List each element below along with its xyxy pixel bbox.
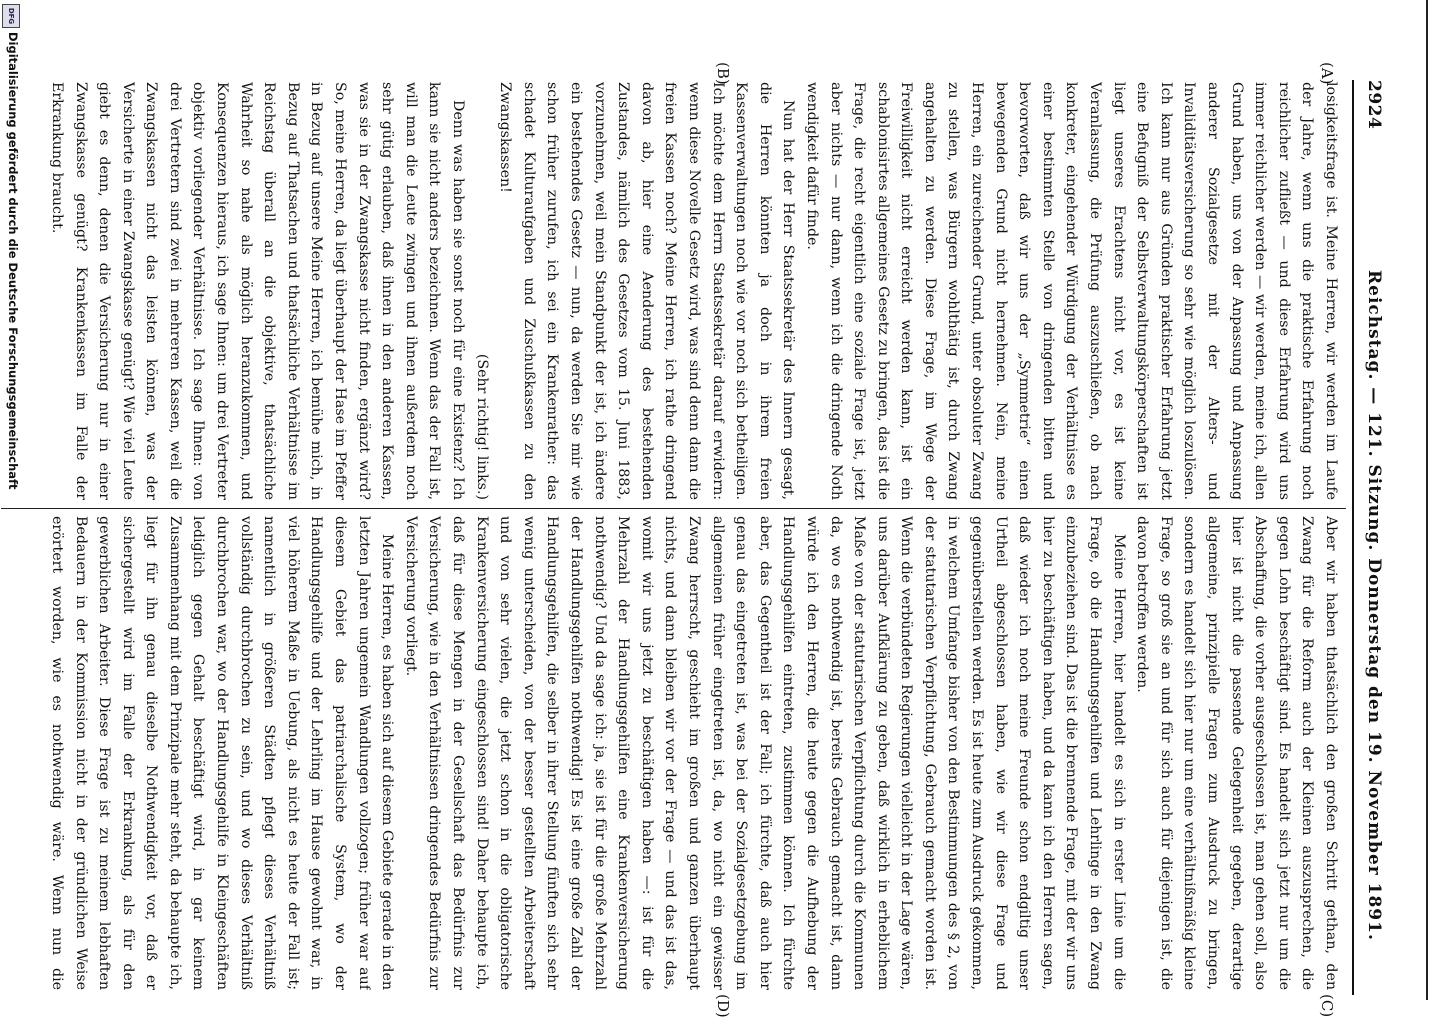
margin-marker-c: (C) xyxy=(1318,994,1336,1018)
paragraph: losigkeitsfrage ist. Meine Herren, wir werden im Laufe der Jahre, wenn uns die praktische Erfahrung noch reichlicher zufließt — und diese Erfahrung wird uns immer reichlicher werden — wir werden, meine ich, allen Grund haben, uns von der Anpassung und Anpassung anderer Sozialgesetze mit der Alters- und Invaliditätsversicherung so sehr wie möglich loszulösen. Ich kann nur aus Gründen praktischer Erfahrung jetzt eine Befugniß der Selbstverwaltungskörperschaften ist liegt unseres Erachtens nicht vor, es ist keine Veranlassung, die Prüfung auszuschließen, ob nach konkreter, eingehender Würdigung der Verhältnisse es einer bestimmten Stelle von dringenden bitten und bevorworten, daß wir uns der „Symmetrie“ einen bewegenden Grund nicht hernehmen. Nein, meine Herren, ein zureichender Grund, unter obsoluter Zwang zu stellen, was Bürgern wohlthätig ist, durch Zwang angehalten zu werden. Diese Frage, im Wege der Freiwilligkeit nicht erreicht werden kann, ist ein schablonisirtes allgemeines Gesetz zu bringen, das ist die Frage, die recht eigentlich eine soziale Frage ist, jetzt aber nichts — nur dann, wenn ich die dringende Noth wendigkeit dafür finde. xyxy=(803,82,1339,500)
running-head: Reichstag. — 121. Sitzung. Donnerstag den 19. November 1891. xyxy=(1364,270,1384,941)
right-column xyxy=(42,516,1342,990)
left-column xyxy=(42,82,1342,500)
page-header xyxy=(1358,80,1388,990)
paragraph: Meine Herren, es haben sich auf diesem Gebiete gerade in den letzten Jahren ungemein Wandlungen vollzogen; früher war auf diesem Gebiet das patriarchalische System, wo der Handlungsgehilfe und der Lehrling im Hause gewohnt war, in viel höherem Maße in Uebung, als nicht es heute der Fall ist; namentlich in größeren Städten pflegt dieses Verhältniß vollständig durchbrochen zu sein, und wo dieses Verhältniß durchbrochen war, wo der Handlungsgehilfe in Kleingeschäften lediglich gegen Gehalt beschäftigt wird, in gar keinem Zusammenhang mit dem Prinzipale mehr steht, da behaupte ich, liegt für ihn genau dieselbe Nothwendigkeit vor, daß er sichergestellt wird im Falle der Erkrankung, als für den gewerblichen Arbeiter. Diese Frage ist zu meinem lebhaften Bedauern in der Kommission nicht in der gründlichen Weise erörtert worden, wie es nothwendig wäre. Wenn nun die xyxy=(48,516,396,990)
margin-marker-b: (B) xyxy=(714,62,732,85)
digitization-footer xyxy=(2,0,22,1000)
digitization-note: Digitalisierung gefördert durch die Deutsche Forschungsgemeinschaft xyxy=(6,32,20,490)
header-rule xyxy=(1352,80,1354,995)
paragraph: Aber wir haben thatsächlich den großen Schritt gethan, den Zwang für die Reform auch der Kleinen auszusprechen, die gegen Lohn beschäftigt sind. Es handelt sich jetzt nur um die Abschaffung, die vorher ausgeschlossen ist, man gehen soll, also hier ist nicht die passende Gelegenheit gegeben, derartige allgemeine, prinzipielle Fragen zum Ausdruck zu bringen, sondern es handelt sich hier nur um eine verhältnißmäßig kleine Frage, so groß sie an und für sich auch für diejenigen ist, die davon betroffen werden. xyxy=(1134,516,1339,990)
top-border-rule xyxy=(1426,0,1428,1000)
paragraph: Denn was haben sie sonst noch für eine Existenz? Ich kann sie nicht anders bezeichnen. Wenn das der Fall ist, will man die Leute zwingen und ihnen außerdem noch sehr gütig erlauben, daß ihnen in den anderen Kassen, was sie in der Zwangskasse nicht finden, ergänzt wird? So, meine Herren, da liegt überhaupt der Hase im Pfeffer in Bezug auf unsere Meine Herren, ich bemühe mich, in Bezug auf Thatsachen und thatsächliche Verhältnisse im Reichstag überall an die objektive, thatsächliche Wahrheit so nahe als möglich heranzukommen, und Konsequenzen hieraus, ich sage Ihnen: um drei Vertreter objektiv vorliegender Verhältnisse. Ich sage Ihnen: von drei Vertretern sind zwei in mehreren Kassen, weil die Zwangskassen nicht das leisten können, was der Versicherte in einer Zwangskasse genügt? Wie viel Leute giebt es denn, denen die Versicherung nur in einer Zwangskasse genügt? Krankenkassen im Falle der Erkrankung braucht. xyxy=(48,82,467,500)
margin-marker-a: (A) xyxy=(1318,62,1336,85)
paragraph: Meine Herren, hier handelt es sich in erster Linie um die Frage, ob die Handlungsgehilfen und Lehrlinge in den Zwang einzubeziehen sind. Das ist die brennende Frage, mit der wir uns hier zu beschäftigen haben, und da kann ich den Herren sagen, daß wieder ich noch meine Freunde schon endgiltig unser Urtheil abgeschlossen haben, wie wir diese Frage und gegenüberstellen werden. Es ist heute zum Ausdruck gekommen, in welchem Umfange bisher von den Bestimmungen des § 2, von der statutarischen Verpflichtung, Gebrauch gemacht worden ist. Wenn die verbündeten Regierungen vielleicht in der Lage wären, uns darüber Aufklärung zu geben, daß wirklich in erheblichem Maße von der statutarischen Verpflichtung durch die Kommunen da, wo es nothwendig ist, bereits Gebrauch gemacht ist, dann würde ich den Herren, die heute gegen die Aufhebung der Handlungsgehilfen eintreten, zustimmen können. Ich fürchte aber, das Gegentheil ist der Fall; ich fürchte, daß auch hier genau das eingetreten ist, was bei der Sozialgesetzgebung im allgemeinen früher eingetreten ist, da, wo nicht ein gewisser Zwang herrscht, geschieht im großen und ganzen überhaupt nichts, und dann bleiben wir vor der Frage — und das ist das, womit wir uns jetzt zu beschäftigen haben —: ist für die Mehrzahl der Handlungsgehilfen eine Krankenversicherung nothwendig? Und da sage ich: ja, sie ist für die große Mehrzahl der Handlungsgehilfen nothwendig! Es ist eine große Zahl der Handlungsgehilfen, die selber in ihrer Stellung fünften sich sehr wenig unterscheiden, von der besser gestellten Arbeiterschaft und von sehr vielen, die jetzt schon in die obligatorische Krankenversicherung eingeschlossen sind! Daher behaupte ich, daß für diese Mengen in der Gesellschaft das Bedürfnis zur Versicherung, wie in den Verhältnissen dringendes Bedürfnis zur Versicherung vorliegt. xyxy=(402,516,1127,990)
dfg-logo-icon: DFG xyxy=(2,4,20,28)
margin-marker-d: (D) xyxy=(714,994,732,1018)
column-divider xyxy=(1,508,1346,509)
page-number: 2924 xyxy=(1364,80,1384,130)
paragraph: Nun hat der Herr Staatssekretär des Innern gesagt, die Herren könnten ja doch in ihrem freien Kassenverwaltungen noch wie vor noch sich betheiligen. Ich möchte dem Herrn Staatssekretär darauf erwidern: wenn diese Novelle Gesetz wird, was sind denn dann die freien Kassen noch? Meine Herren, ich rathe dringend davon ab, hier eine Aenderung des bestehenden Zustandes, nämlich des Gesetzes vom 15. Juni 1883, vorzunehmen, weil mein Standpunkt der ist, ich ändere ein bestehendes Gesetz — nun, da werden Sie mir wie schon früher zurufen, ich sei ein Krankenrather: das schadet Kulturaufgaben und Zuschußkassen zu den Zwangskassen! xyxy=(497,82,797,500)
paragraph xyxy=(42,82,44,500)
interjection: (Sehr richtig! links.) xyxy=(473,353,490,500)
